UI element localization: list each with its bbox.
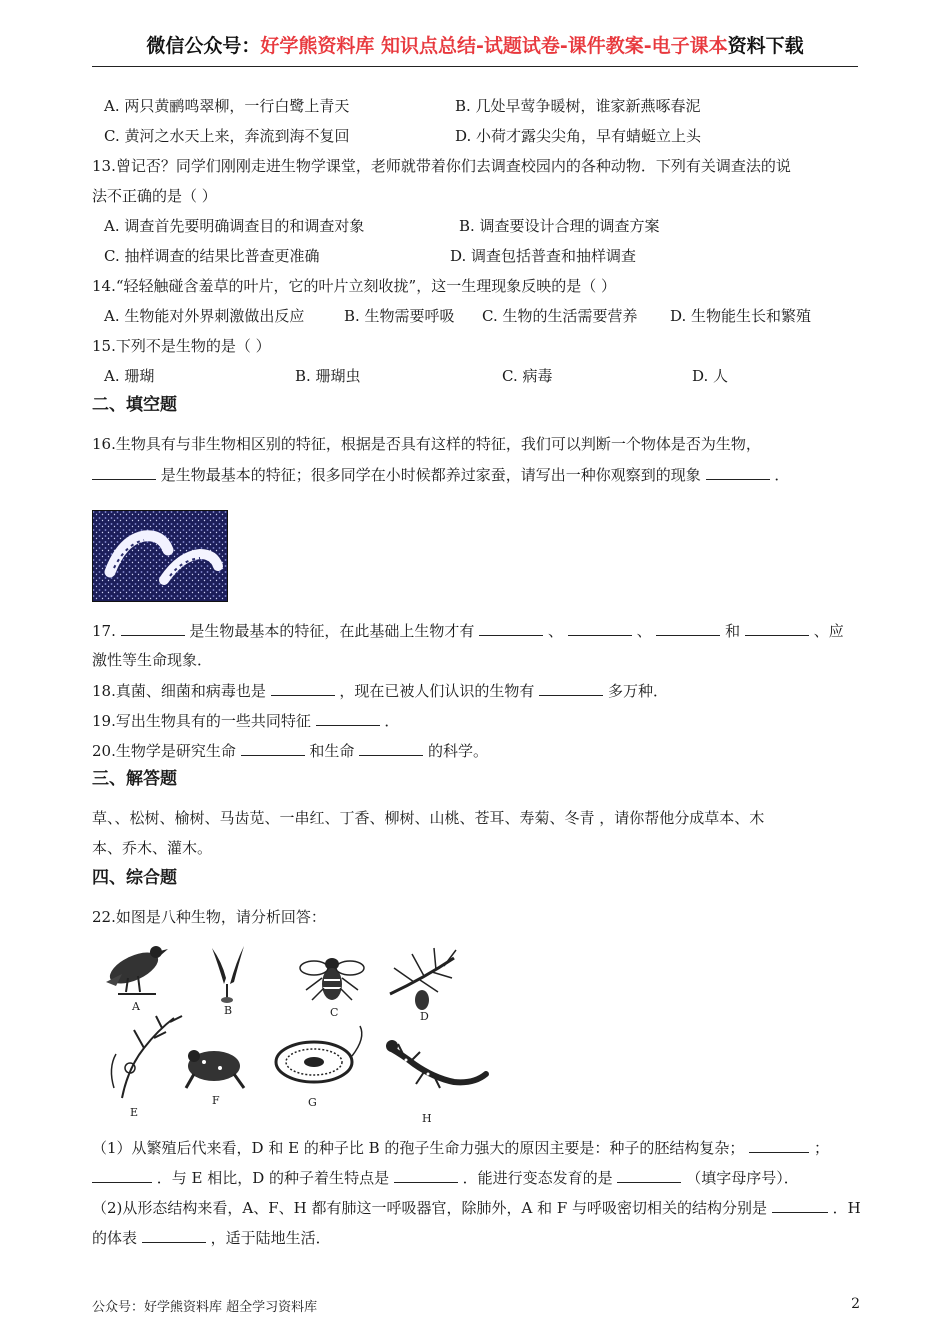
q13-option-d: D. 调查包括普查和抽样调查 xyxy=(450,247,637,265)
q16-blank-1[interactable] xyxy=(92,463,156,480)
organism-a-bird xyxy=(105,946,168,994)
q22-p2-text: （2)从形态结构来看，A、F、H 都有肺这一呼吸器官，除肺外，A 和 F 与呼吸密切相关的结构分别是 xyxy=(92,1199,768,1217)
q12-options-row2 xyxy=(92,125,860,147)
q22-p1-text: （1）从繁殖后代来看，D 和 E 的种子比 B 的孢子生命力强大的原因主要是：种子的胚结构复杂； xyxy=(92,1139,745,1157)
q15-option-c: C. 病毒 xyxy=(502,367,553,385)
q22-blank-5[interactable] xyxy=(772,1196,828,1213)
q12-option-a: A. 两只黄鹂鸣翠柳，一行白鹭上青天 xyxy=(104,97,350,115)
label-f: F xyxy=(212,1094,220,1107)
organism-e-plant xyxy=(111,1016,182,1098)
q17-blank-5[interactable] xyxy=(745,619,809,636)
section-comprehensive-heading: 四、综合题 xyxy=(92,868,177,888)
header-prefix: 微信公众号： xyxy=(146,35,261,57)
organism-b-moss xyxy=(212,946,244,1003)
label-b: B xyxy=(224,1004,233,1017)
silkworm-photo xyxy=(92,510,228,606)
header-suffix: 资料下载 xyxy=(727,35,804,57)
q22-blank-4[interactable] xyxy=(617,1166,681,1183)
q13-option-a: A. 调查首先要明确调查目的和调查对象 xyxy=(104,217,365,235)
q13-options-row2 xyxy=(92,245,860,267)
q17-end: 、应 xyxy=(813,622,844,640)
q22-p1b-text-1: ．与 E 相比，D 的种子着生特点是 xyxy=(156,1169,390,1187)
q22-p1-line2 xyxy=(92,1166,799,1189)
q22-stem: 22.如图是八种生物，请分析回答： xyxy=(92,908,326,926)
q18-text-2: ，现在已被人们认识的生物有 xyxy=(339,682,535,700)
q16-blank-2[interactable] xyxy=(706,463,770,480)
label-a: A xyxy=(132,1000,140,1013)
q17-sep-1: 、 xyxy=(548,622,564,640)
q15-option-d: D. 人 xyxy=(692,367,729,385)
q18-text-3: 多万种． xyxy=(608,682,669,700)
organism-f-frog xyxy=(186,1050,244,1088)
q22-p2-end: ．H xyxy=(832,1199,861,1217)
q22-blank-3[interactable] xyxy=(394,1166,458,1183)
q22-p1b-text-3: （填字母序号）． xyxy=(686,1169,799,1187)
q17-text: 是生物最基本的特征，在此基础上生物才有 xyxy=(189,622,475,640)
q18-blank-1[interactable] xyxy=(271,679,335,696)
q14-options-row xyxy=(92,305,860,327)
q15-stem: 15.下列不是生物的是（ ） xyxy=(92,337,271,355)
q17-blank-2[interactable] xyxy=(479,619,543,636)
q16-stem-line1: 16.生物具有与非生物相区别的特征，根据是否具有这样的特征，我们可以判断一个物体是否为生物， xyxy=(92,435,761,453)
q22-p2-line2 xyxy=(92,1226,331,1249)
page-header xyxy=(92,30,858,67)
q20-text-3: 的科学。 xyxy=(428,742,489,760)
header-accent: 好学熊资料库 知识点总结-试题试卷-课件教案-电子课本 xyxy=(260,35,728,57)
q22-blank-1[interactable] xyxy=(749,1136,809,1153)
label-c: C xyxy=(330,1006,339,1019)
eight-organisms-figure xyxy=(94,938,514,1132)
section-fill-in-heading: 二、填空题 xyxy=(92,395,177,415)
organism-d-pine xyxy=(390,948,456,1010)
q17-line2: 激性等生命现象． xyxy=(92,651,213,669)
q22-blank-2[interactable] xyxy=(92,1166,152,1183)
q19-text-1: 19.写出生物具有的一些共同特征 xyxy=(92,712,311,730)
q12-option-d: D. 小荷才露尖尖角，早有蜻蜓立上头 xyxy=(455,127,702,145)
q17-sep-3: 和 xyxy=(725,622,741,640)
section-answer-heading: 三、解答题 xyxy=(92,769,177,789)
q15-option-a: A. 珊瑚 xyxy=(104,367,155,385)
q22-p2b-text-2: ，适于陆地生活． xyxy=(210,1229,331,1247)
q20-text-1: 20.生物学是研究生命 xyxy=(92,742,236,760)
q16-end: ． xyxy=(774,466,790,484)
q15-options-row xyxy=(92,365,860,387)
q19-text-2: ． xyxy=(384,712,400,730)
q22-blank-6[interactable] xyxy=(142,1226,206,1243)
q16-stem-line2 xyxy=(92,463,789,486)
q20-blank-2[interactable] xyxy=(359,739,423,756)
organism-c-bee xyxy=(300,958,364,1000)
q14-option-c: C. 生物的生活需要营养 xyxy=(482,307,638,325)
q17-blank-3[interactable] xyxy=(568,619,632,636)
q18-line xyxy=(92,679,668,702)
q22-p1-end: ； xyxy=(813,1139,829,1157)
label-g: G xyxy=(308,1096,317,1109)
q12-option-c: C. 黄河之水天上来，奔流到海不复回 xyxy=(104,127,350,145)
q22-p1-line1 xyxy=(92,1136,829,1159)
organisms-drawing xyxy=(94,938,514,1128)
q20-line xyxy=(92,739,488,762)
page-number: 2 xyxy=(851,1296,860,1312)
q13-stem-line1: 13.曾记否？同学们刚刚走进生物学课堂，老师就带着你们去调查校园内的各种动物．下列有关调查法的说 xyxy=(92,157,791,175)
q13-options-row1 xyxy=(92,215,860,237)
q15-option-b: B. 珊瑚虫 xyxy=(295,367,361,385)
q17-blank-4[interactable] xyxy=(656,619,720,636)
q18-blank-2[interactable] xyxy=(539,679,603,696)
q20-blank-1[interactable] xyxy=(241,739,305,756)
q14-option-d: D. 生物能生长和繁殖 xyxy=(670,307,812,325)
q21-line2: 本、乔木、灌木。 xyxy=(92,839,213,857)
q17-number: 17. xyxy=(92,622,116,640)
footer-text: 公众号：好学熊资料库 超全学习资料库 xyxy=(92,1300,318,1315)
q22-p2b-text-1: 的体表 xyxy=(92,1229,138,1247)
q14-option-a: A. 生物能对外界刺激做出反应 xyxy=(104,307,305,325)
q16-text: 是生物最基本的特征；很多同学在小时候都养过家蚕，请写出一种你观察到的现象 xyxy=(160,466,701,484)
q17-line1 xyxy=(92,619,844,642)
q13-option-c: C. 抽样调查的结果比普查更准确 xyxy=(104,247,320,265)
q20-text-2: 和生命 xyxy=(309,742,355,760)
q14-option-b: B. 生物需要呼吸 xyxy=(344,307,455,325)
q12-option-b: B. 几处早莺争暖树，谁家新燕啄春泥 xyxy=(455,97,701,115)
organism-g-paramecium xyxy=(276,1026,362,1082)
q12-options-row1 xyxy=(92,95,860,117)
q13-option-b: B. 调查要设计合理的调查方案 xyxy=(459,217,660,235)
q17-sep-2: 、 xyxy=(636,622,652,640)
q22-p2-line1 xyxy=(92,1196,861,1219)
organism-h-lizard xyxy=(386,1040,486,1088)
q18-text-1: 18.真菌、细菌和病毒也是 xyxy=(92,682,266,700)
label-d: D xyxy=(420,1010,429,1023)
q17-blank-1[interactable] xyxy=(121,619,185,636)
q22-p1b-text-2: ．能进行变态发育的是 xyxy=(462,1169,613,1187)
q21-line1: 草、、松树、榆树、马齿苋、一串红、丁香、柳树、山桃、苍耳、寿菊、冬青 ，请你帮他分成草本、木 xyxy=(92,809,765,827)
label-h: H xyxy=(422,1112,432,1125)
label-e: E xyxy=(130,1106,139,1119)
q19-line xyxy=(92,709,399,732)
q19-blank[interactable] xyxy=(316,709,380,726)
q14-stem: 14.“轻轻触碰含羞草的叶片，它的叶片立刻收拢”，这一生理现象反映的是（ ） xyxy=(92,277,616,295)
silkworm-image xyxy=(92,510,228,602)
q13-stem-line2: 法不正确的是（ ） xyxy=(92,187,217,205)
